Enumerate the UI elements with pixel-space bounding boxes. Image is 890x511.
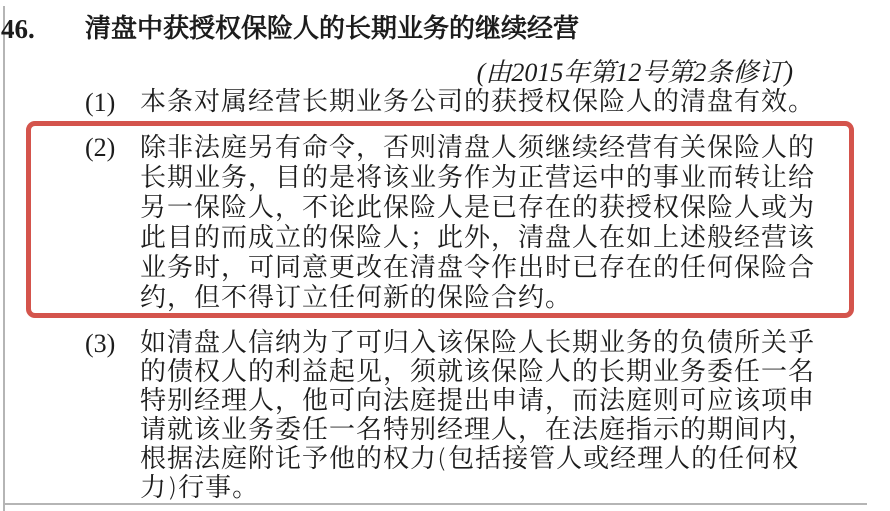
clause-3-text [140,329,815,503]
clause-line: 约，但不得订立任何新的保险合约。 [140,283,573,313]
clause-1 [85,87,815,118]
clause-2-text [140,133,815,313]
clause-1-text [140,87,815,118]
section-title: 清盘中获授权保险人的长期业务的继续经营 [85,14,580,44]
clause-line: 请就该业务委任一名特别经理人，在法庭指示的期间内， [140,415,816,445]
clause-line: 特别经理人，他可向法庭提出申请，而法庭则可应该项申 [140,386,816,416]
clause-line: 如清盘人信纳为了可归入该保险人长期业务的负债所关乎 [140,328,816,358]
clause-line: 力)行事。 [140,473,260,503]
section-header [1,12,861,46]
clause-line: 此目的而成立的保险人；此外，清盘人在如上述般经营该 [140,223,816,253]
clause-line: 的债权人的利益起见，须就该保险人的长期业务委任一名 [140,357,816,387]
section-number: 46. [1,14,35,44]
clause-2 [85,133,815,313]
clause-line: 另一保险人，不论此保险人是已存在的获授权保险人或为 [140,193,816,223]
clause-3-number: (3) [85,329,116,358]
clause-line: 业务时，可同意更改在清盘令作出时已存在的任何保险合 [140,253,816,283]
clause-line: 长期业务，目的是将该业务作为正营运中的事业而转让给 [140,163,816,193]
clause-1-number: (1) [85,88,116,117]
clause-2-number: (2) [85,133,116,162]
clause-3 [85,329,815,503]
page-bottom-border-line [3,503,867,505]
clause-line: 除非法庭另有命令，否则清盘人须继续经营有关保险人的 [140,133,816,163]
clause-line: 根据法庭附讬予他的权力(包括接管人或经理人的任何权 [140,444,800,474]
amendment-note: (由2015年第12号第2条修订) [476,58,793,87]
clause-line: 本条对属经营长期业务公司的获授权保险人的清盘有效。 [140,87,816,117]
